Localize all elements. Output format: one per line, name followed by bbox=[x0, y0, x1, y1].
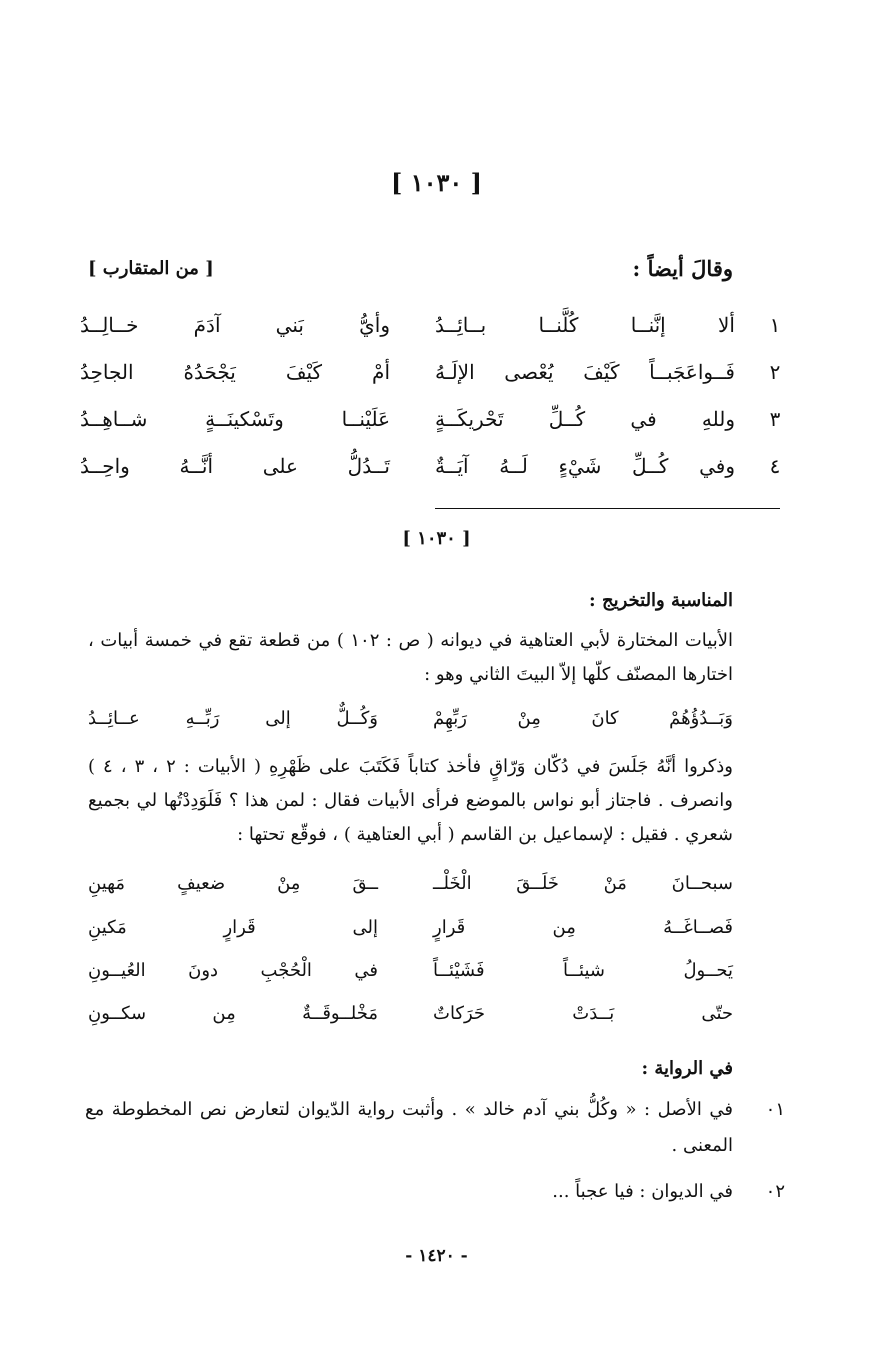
quoted-verse bbox=[88, 708, 733, 748]
verse-second-hemistich: وَكُــلٌّ إلى رَبِّــهِ عــائِــدُ bbox=[88, 708, 378, 729]
footnote-number: ٠١ bbox=[765, 1099, 785, 1120]
verse-second-hemistich: في الْحُجْبِ دونَ العُيــونِ bbox=[88, 960, 378, 981]
verse-second-hemistich: إلى قَرارٍ مَكينِ bbox=[88, 917, 378, 938]
verse-number: ٢ bbox=[769, 360, 781, 384]
section-number: [ ١٠٣٠ ] bbox=[402, 528, 471, 549]
footnote-text: في الديوان : فيا عجباً ... bbox=[552, 1181, 733, 1202]
verse-first-hemistich: وللهِ في كُــلِّ تَحْريكَــةٍ bbox=[435, 407, 735, 431]
verse-second-hemistich: أمْ كَيْفَ يَجْحَدُهُ الجاحِدُ bbox=[80, 360, 390, 384]
footnote bbox=[85, 1174, 785, 1210]
section-divider bbox=[435, 508, 780, 509]
poem-number: [ ١٠٣٠ ] bbox=[391, 168, 482, 197]
takhrij-paragraph: الأبيات المختارة لأبي العتاهية في ديوانه ( ص : ١٠٢ ) من قطعة تقع في خمسة أبيات ، اختارها المصنّف كلّها إلاّ البيتَ الثاني وهو : bbox=[88, 630, 734, 685]
nuwas-verse bbox=[88, 1003, 733, 1043]
verse-row bbox=[80, 454, 785, 494]
footnote-number: ٠٢ bbox=[765, 1181, 785, 1202]
footnote-text: في الأصل : « وكُلُّ بني آدم خالد » . وأثبت رواية الدّيوان لتعارض نص المخطوطة مع المعنى . bbox=[85, 1099, 733, 1156]
verse-second-hemistich: عَلَيْنــا وتَسْكينَــةٍ شــاهِــدُ bbox=[80, 407, 390, 431]
story-paragraph: وذكروا أنَّهُ جَلَسَ في دُكّان وَرّاقٍ فأخذ كتاباً فَكَتَبَ على ظَهْرِهِ ( الأبيات : ٢ ، ٣ ، ٤ ) وانصرف . فاجتاز أبو نواس بالموضع فرأى الأبيات فقال : لمن هذا ؟ فَلَوَدِدْتُها لي بجميع شعري . فقيل : لإسماعيل بن القاسم ( أبي العتاهية ) ، فوقّع تحتها : bbox=[88, 756, 733, 845]
verse-second-hemistich: تَــدُلُّ على أنَّــهُ واحِــدُ bbox=[80, 454, 390, 478]
verse-first-hemistich: حتّى بَــدَتْ حَرَكاتٌ bbox=[433, 1003, 733, 1024]
nuwas-verse bbox=[88, 917, 733, 957]
verse-number: ٤ bbox=[769, 454, 781, 478]
verse-first-hemistich: سبحــانَ مَنْ خَلَــقَ الْخَلْــ bbox=[433, 873, 733, 894]
verse-second-hemistich: وأيُّ بَني آدَمَ خــالِــدُ bbox=[80, 313, 390, 337]
verse-second-hemistich: ــقَ مِنْ ضعيفٍ مَهينِ bbox=[88, 873, 378, 894]
verse-first-hemistich: يَحــولُ شيئــاً فَشَيْئــاً bbox=[433, 960, 733, 981]
poem-meter: [ من المتقارب ] bbox=[88, 258, 214, 279]
takhrij-heading: المناسبة والتخريج : bbox=[589, 590, 733, 611]
riwaya-heading: في الرواية : bbox=[641, 1058, 733, 1079]
verse-row bbox=[80, 313, 785, 353]
verse-number: ١ bbox=[769, 313, 781, 337]
verse-first-hemistich: وَبَــدُؤُهُمْ كانَ مِنْ رَبِّهِمْ bbox=[433, 708, 733, 729]
verse-first-hemistich: وفي كُــلِّ شَيْءٍ لَــهُ آيَــةٌ bbox=[435, 454, 735, 478]
nuwas-verse bbox=[88, 873, 733, 913]
nuwas-verse bbox=[88, 960, 733, 1000]
poem-intro: وقالَ أيضاً : bbox=[632, 256, 733, 281]
verse-row bbox=[80, 360, 785, 400]
verse-row bbox=[80, 407, 785, 447]
verse-first-hemistich: ألا إنَّنــا كُلَّنــا بــائِــدُ bbox=[435, 313, 735, 337]
verse-first-hemistich: فَــواعَجَبــاً كَيْفَ يُعْصى الإلَـهُ bbox=[435, 360, 735, 384]
page-number: - ١٤٢٠ - bbox=[405, 1246, 468, 1266]
verse-second-hemistich: مَخْلــوقَــةٌ مِن سكــونِ bbox=[88, 1003, 378, 1024]
footnote bbox=[85, 1092, 785, 1164]
verse-first-hemistich: فَصــاغَــهُ مِن قَرارٍ bbox=[433, 917, 733, 938]
verse-number: ٣ bbox=[769, 407, 781, 431]
